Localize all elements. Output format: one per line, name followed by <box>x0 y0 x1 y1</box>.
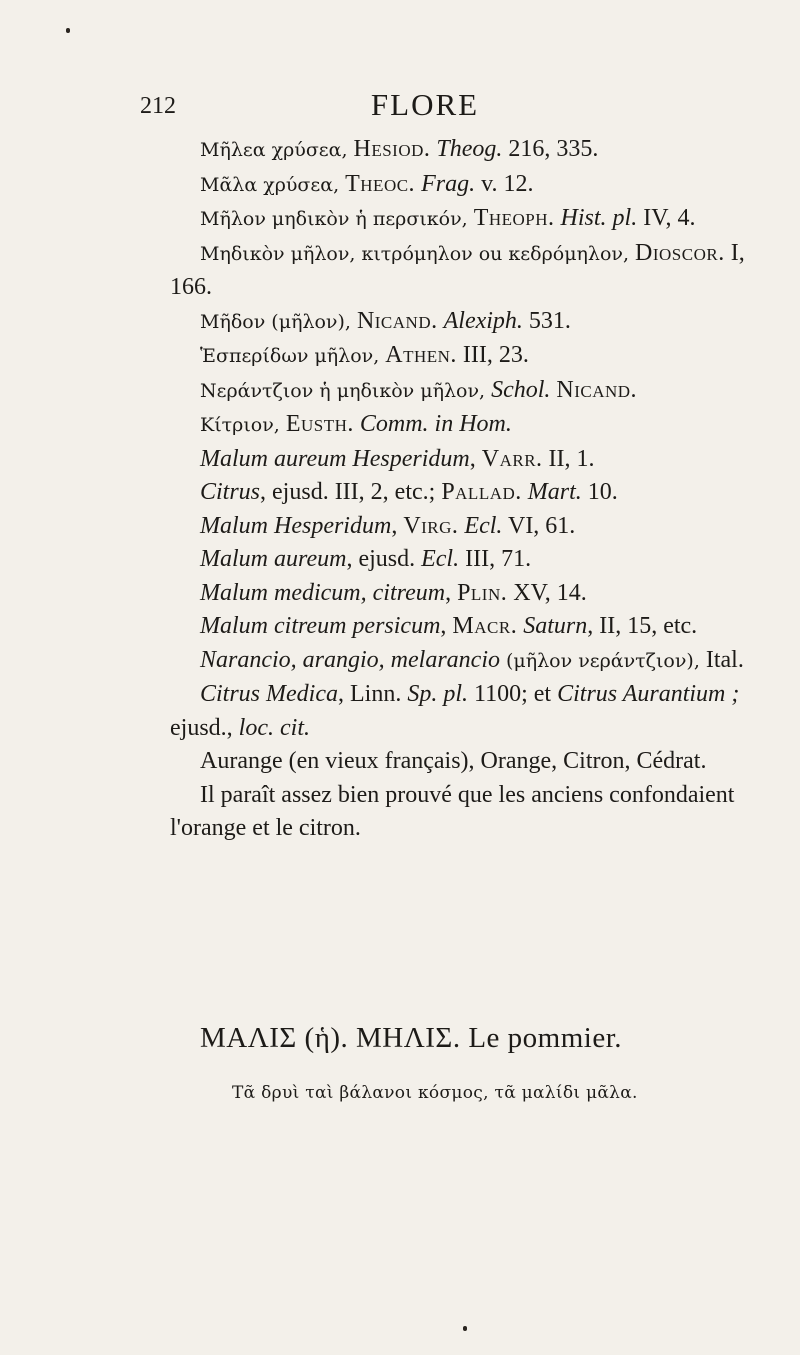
author-name: Varr. <box>481 445 543 472</box>
work-title: Alexiph. <box>443 307 523 334</box>
reference: II, 1. <box>548 445 595 472</box>
work-title: Frag. <box>421 170 476 197</box>
citation-line: Malum medicum, citreum, Plin. XV, 14. <box>200 579 587 606</box>
reference: ejusd., <box>170 714 233 741</box>
reference: , ejusd. III, 2, etc.; <box>260 479 436 505</box>
reference: I, 166. <box>170 239 745 300</box>
running-head: FLORE <box>370 87 480 122</box>
latin-term: Malum aureum <box>200 546 347 572</box>
work-title: Comm. in Hom. <box>359 411 512 437</box>
citation-line <box>170 237 780 305</box>
greek-term: (μῆλον νεράντζιον), <box>506 649 700 672</box>
author-name: Plin. <box>457 579 508 606</box>
reference: , ejusd. <box>346 546 416 572</box>
author-name: Nicand. <box>356 307 438 334</box>
latin-term: Citrus <box>200 479 261 505</box>
latin-term: Malum medicum, citreum <box>200 579 446 606</box>
reference: 1100; et <box>474 681 552 707</box>
entry-body <box>170 133 780 846</box>
citation-line <box>170 133 780 168</box>
work-title: Mart. <box>527 479 582 505</box>
work-title: Hist. pl. <box>560 205 638 231</box>
citation-line: Malum Hesperidum, Virg. Ecl. VI, 61. <box>200 512 576 539</box>
section-heading: ΜΑΛΙΣ (ἡ). ΜΗΛΙΣ. Le pommier. <box>200 1022 623 1054</box>
ink-speck <box>66 28 70 33</box>
author-name: Dioscor. <box>635 239 725 266</box>
latin-term: Citrus Medica <box>200 681 338 707</box>
greek-term: Μᾶλα χρύσεα, <box>200 173 340 196</box>
reference: III, 71. <box>465 546 532 572</box>
work-title: Schol. <box>491 376 551 403</box>
latin-term: Narancio, arangio, melarancio <box>200 646 500 673</box>
latin-term: Malum citreum persicum <box>200 613 441 639</box>
author-name: Virg. <box>403 512 459 539</box>
citation-line <box>170 168 780 203</box>
work-title: loc. cit. <box>238 714 310 741</box>
author-name: Linn. <box>350 681 402 707</box>
latin-term: Malum Hesperidum <box>200 512 392 539</box>
reference: 216, 335. <box>508 136 599 162</box>
author-name: Athen. <box>385 342 457 368</box>
ink-speck <box>463 1326 467 1331</box>
latin-term: Citrus Aurantium ; <box>557 681 740 707</box>
greek-term: Μῆλεα χρύσεα, <box>200 139 348 161</box>
greek-term: Μῆλον μηδικὸν ἡ περσικόν, <box>200 208 468 230</box>
greek-quotation: Τᾶ δρυὶ ταὶ βάλανοι κόσμος, τᾶ μαλίδι μᾶλα. <box>232 1083 638 1103</box>
author-name: Pallad. <box>441 479 522 505</box>
work-title: Ecl. <box>421 546 460 572</box>
paragraph: Il paraît assez bien prouvé que les anciens confondaient l'orange et le citron. <box>170 781 735 841</box>
citation-line <box>170 644 780 679</box>
reference: 531. <box>528 307 571 334</box>
reference: VI, 61. <box>507 512 576 539</box>
citation-line <box>170 305 780 340</box>
greek-term: Ἑσπερίδων μῆλον, <box>200 345 380 367</box>
reference: Ital. <box>705 646 744 673</box>
reference: IV, 4. <box>643 205 696 231</box>
author-name: Nicand. <box>556 376 638 403</box>
citation-line: Malum citreum persicum, Macr. Saturn, II, 15, etc. <box>200 613 698 639</box>
reference: 10. <box>587 479 618 505</box>
latin-term: Malum aureum Hesperidum <box>200 445 470 472</box>
work-title: Ecl. <box>464 512 503 539</box>
citation-line <box>170 408 780 443</box>
author-name: Hesiod. <box>353 136 431 162</box>
greek-term: Κίτριον, <box>200 414 280 436</box>
reference: II, 15, etc. <box>599 613 698 639</box>
citation-line <box>170 374 780 409</box>
citation-line <box>170 476 780 510</box>
work-title: Sp. pl. <box>407 681 468 707</box>
paragraph: Aurange (en vieux français), Orange, Citron, Cédrat. <box>200 748 707 774</box>
greek-term: Νεράντζιον ἡ μηδικὸν μῆλον, <box>200 379 486 402</box>
author-name: Theoph. <box>473 205 555 231</box>
citation-line: Citrus Medica, Linn. Sp. pl. 1100; et Citrus Aurantium ; ejusd., loc. cit. <box>170 681 740 741</box>
author-name: Macr. <box>452 613 518 639</box>
citation-line <box>170 543 780 577</box>
work-title: Saturn <box>523 613 588 639</box>
author-name: Eusth. <box>285 411 354 437</box>
citation-line <box>170 339 780 374</box>
work-title: Theog. <box>436 136 503 162</box>
greek-term: Μῆδον (μῆλον), <box>200 310 351 333</box>
reference: III, 23. <box>462 342 529 368</box>
reference: v. 12. <box>481 170 534 197</box>
greek-term: Μηδικὸν μῆλον, κιτρόμηλον ou κεδρόμηλον, <box>200 242 630 265</box>
citation-line <box>170 202 780 237</box>
page-number: 212 <box>140 93 176 119</box>
citation-line: Malum aureum Hesperidum, Varr. II, 1. <box>200 445 595 472</box>
reference: XV, 14. <box>513 579 587 606</box>
author-name: Theoc. <box>345 170 416 197</box>
